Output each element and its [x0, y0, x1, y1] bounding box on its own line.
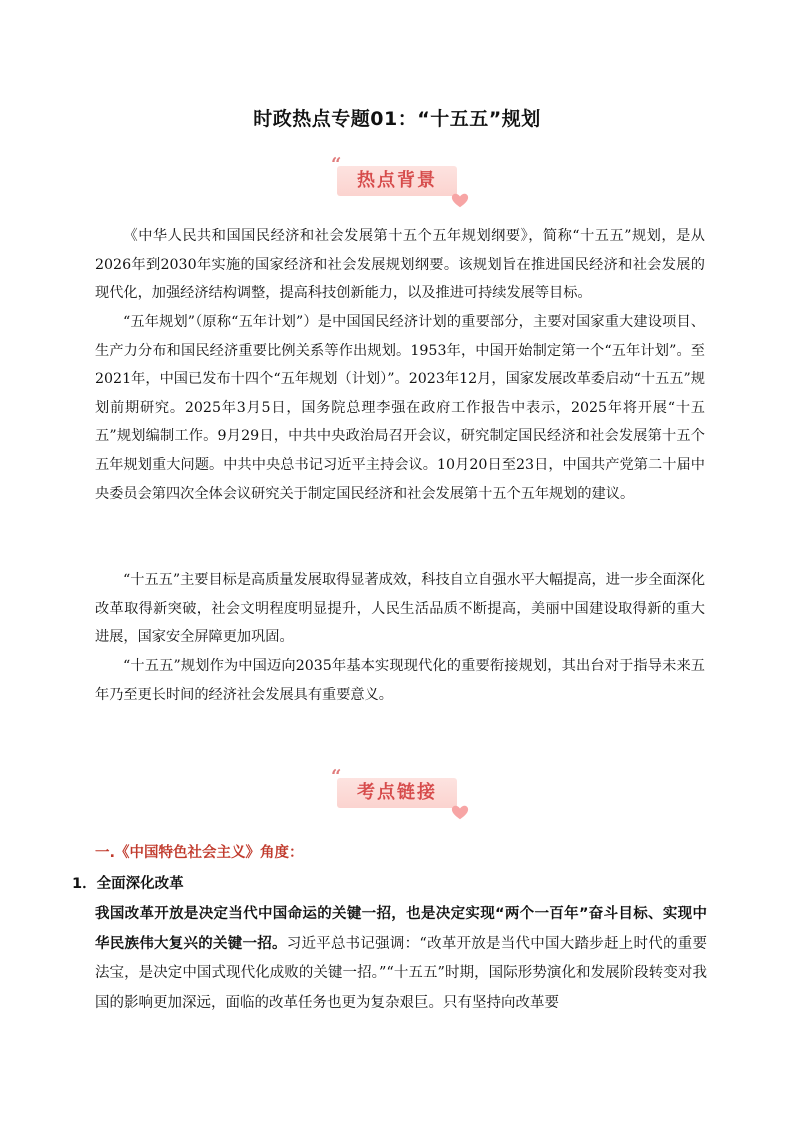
page-title: 时政热点专题01：“十五五”规划	[253, 108, 541, 130]
banner-box	[337, 778, 457, 808]
paragraph-1: 《中华人民共和国国民经济和社会发展第十五个五年规划纲要》，简称“十五五”规划，是从2026年到2030年实施的国家经济和社会发展规划纲要。该规划旨在推进国民经济和社会发展的现代化，加强经济结构调整，提高科技创新能力，以及推进可持续发展等目标。	[95, 228, 705, 302]
section-banner-links	[331, 766, 463, 812]
heading-book-title: 《中国特色社会主义》	[115, 845, 261, 861]
sub-heading: 1．全面深化改革	[72, 876, 184, 892]
exam-point-heading	[95, 841, 304, 862]
paragraph-4: “十五五”规划作为中国迈向2035年基本实现现代化的重要衔接规划，其出台对于指导未来五年乃至更长时间的经济社会发展具有重要意义。	[95, 658, 705, 703]
heading-suffix: 角度：	[260, 845, 304, 861]
section-label-background: 热点背景	[357, 170, 437, 191]
heart-icon	[451, 192, 469, 210]
body-bold-text: 我国改革开放是决定当代中国命运的关键一招，也是决定实现“两个一百年”奋斗目标、实现中华民族伟大复兴的关键一招。	[95, 906, 707, 952]
section-banner-background	[331, 154, 463, 200]
heart-icon	[451, 804, 469, 822]
quote-mark-icon: “	[331, 154, 342, 175]
exam-point-body	[95, 900, 707, 1018]
quote-mark-icon: “	[331, 766, 342, 787]
section-label-links: 考点链接	[357, 782, 437, 803]
paragraph-3: “十五五”主要目标是高质量发展取得显著成效，科技自立自强水平大幅提高，进一步全面深化改革取得新突破，社会文明程度明显提升，人民生活品质不断提高，美丽中国建设取得新的重大进展，国家安全屏障更加巩固。	[95, 572, 706, 646]
paragraph-2: “五年规划”（原称“五年计划”）是中国国民经济计划的重要部分，主要对国家重大建设项目、生产力分布和国民经济重要比例关系等作出规划。1953年，中国开始制定第一个“五年计划”。至2021年，中国已发布十四个“五年规划（计划）”。2023年12月，国家发展改革委启动“十五五”规划前期研究。2025年3月5日，国务院总理李强在政府工作报告中表示，2025年将开展“十五五”规划编制工作。9月29日，中共中央政治局召开会议，研究制定国民经济和社会发展第十五个五年规划重大问题。中共中央总书记习近平主持会议。10月20日至23日，中国共产党第二十届中央委员会第四次全体会议研究关于制定国民经济和社会发展第十五个五年规划的建议。	[95, 314, 705, 502]
heading-number: 一.	[95, 845, 116, 861]
body-text: 习近平总书记强调：“改革开放是当代中国大踏步赶上时代的重要法宝，是决定中国式现代化成败的关键一招。”“十五五”时期，国际形势演化和发展阶段转变对我国的影响更加深远，面临的改革任务也更为复杂艰巨。只有坚持向改革要	[95, 935, 707, 1011]
banner-box	[337, 166, 457, 196]
